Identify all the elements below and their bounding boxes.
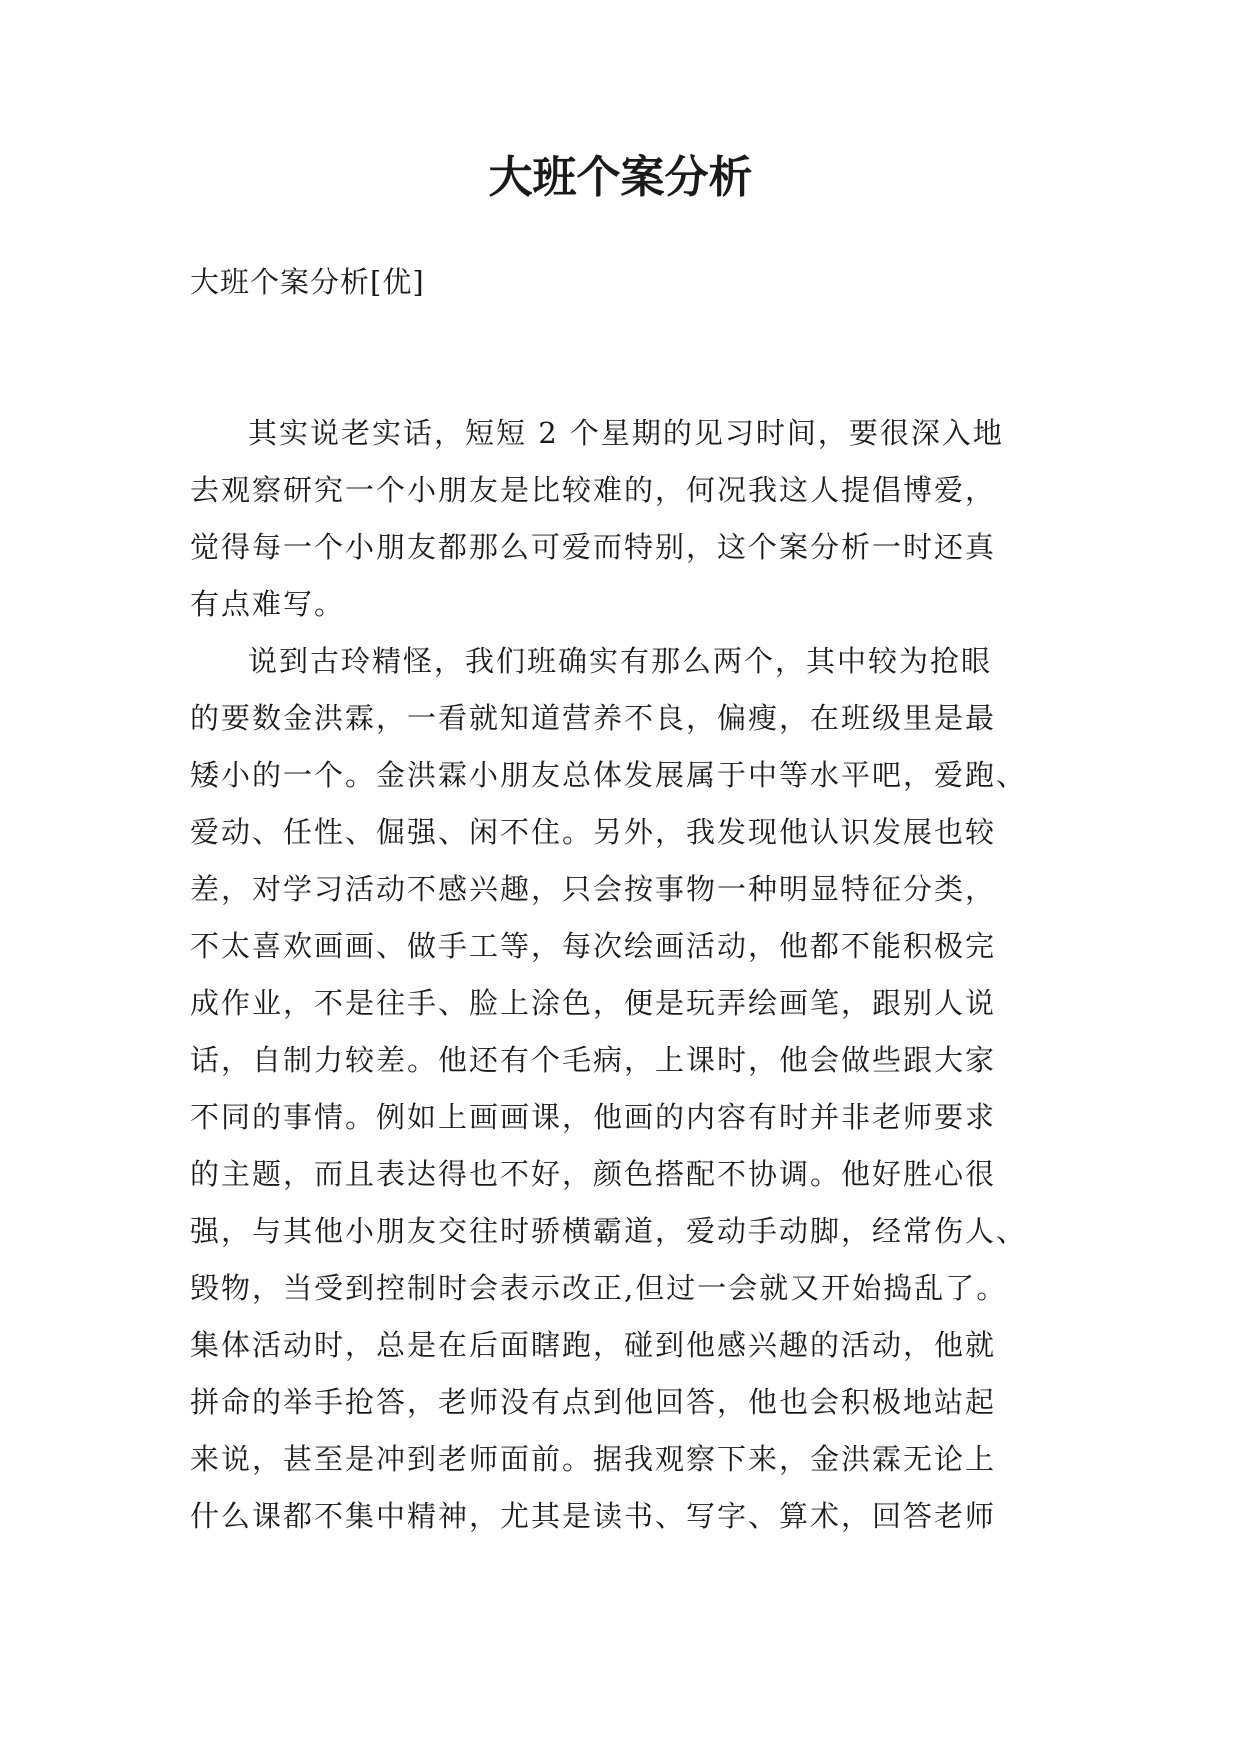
- text-line: 强，与其他小朋友交往时骄横霸道，爱动手动脚，经常伤人、: [190, 1214, 1028, 1248]
- text-line: 的主题，而且表达得也不好，颜色搭配不协调。他好胜心很: [190, 1157, 997, 1191]
- text-line: 爱动、任性、倔强、闲不住。另外，我发现他认识发展也较: [190, 815, 997, 849]
- text-line: 毁物，当受到控制时会表示改正,但过一会就又开始捣乱了。: [190, 1271, 1008, 1305]
- text-line: 集体活动时，总是在后面瞎跑，碰到他感兴趣的活动，他就: [190, 1328, 997, 1362]
- document-body: [190, 405, 1060, 1545]
- text-line: 其实说老实话，短短 2 个星期的见习时间，要很深入地: [248, 416, 1004, 450]
- text-line: 说到古玲精怪，我们班确实有那么两个，其中较为抢眼: [248, 644, 993, 678]
- text-line: 矮小的一个。金洪霖小朋友总体发展属于中等水平吧，爱跑、: [190, 758, 1028, 792]
- text-line: 差，对学习活动不感兴趣，只会按事物一种明显特征分类，: [190, 872, 997, 906]
- text-line: 成作业，不是往手、脸上涂色，便是玩弄绘画笔，跟别人说: [190, 986, 997, 1020]
- text-line: 话，自制力较差。他还有个毛病，上课时，他会做些跟大家: [190, 1043, 997, 1077]
- text-line: 不同的事情。例如上画画课，他画的内容有时并非老师要求: [190, 1100, 997, 1134]
- document-title: 大班个案分析: [488, 152, 753, 203]
- text-line: 有点难写。: [190, 587, 346, 621]
- text-line: 什么课都不集中精神，尤其是读书、写字、算术，回答老师: [190, 1499, 997, 1533]
- paragraph-2: [190, 633, 1060, 1545]
- text-line: 不太喜欢画画、做手工等，每次绘画活动，他都不能积极完: [190, 929, 997, 963]
- document-subtitle: 大班个案分析[优]: [190, 265, 425, 299]
- text-line: 的要数金洪霖，一看就知道营养不良，偏瘦，在班级里是最: [190, 701, 997, 735]
- text-line: 来说，甚至是冲到老师面前。据我观察下来，金洪霖无论上: [190, 1442, 997, 1476]
- text-line: 拼命的举手抢答，老师没有点到他回答，他也会积极地站起: [190, 1385, 997, 1419]
- text-line: 去观察研究一个小朋友是比较难的，何况我这人提倡博爱，: [190, 473, 997, 507]
- paragraph-1: [190, 405, 1060, 633]
- text-line: 觉得每一个小朋友都那么可爱而特别，这个案分析一时还真: [190, 530, 997, 564]
